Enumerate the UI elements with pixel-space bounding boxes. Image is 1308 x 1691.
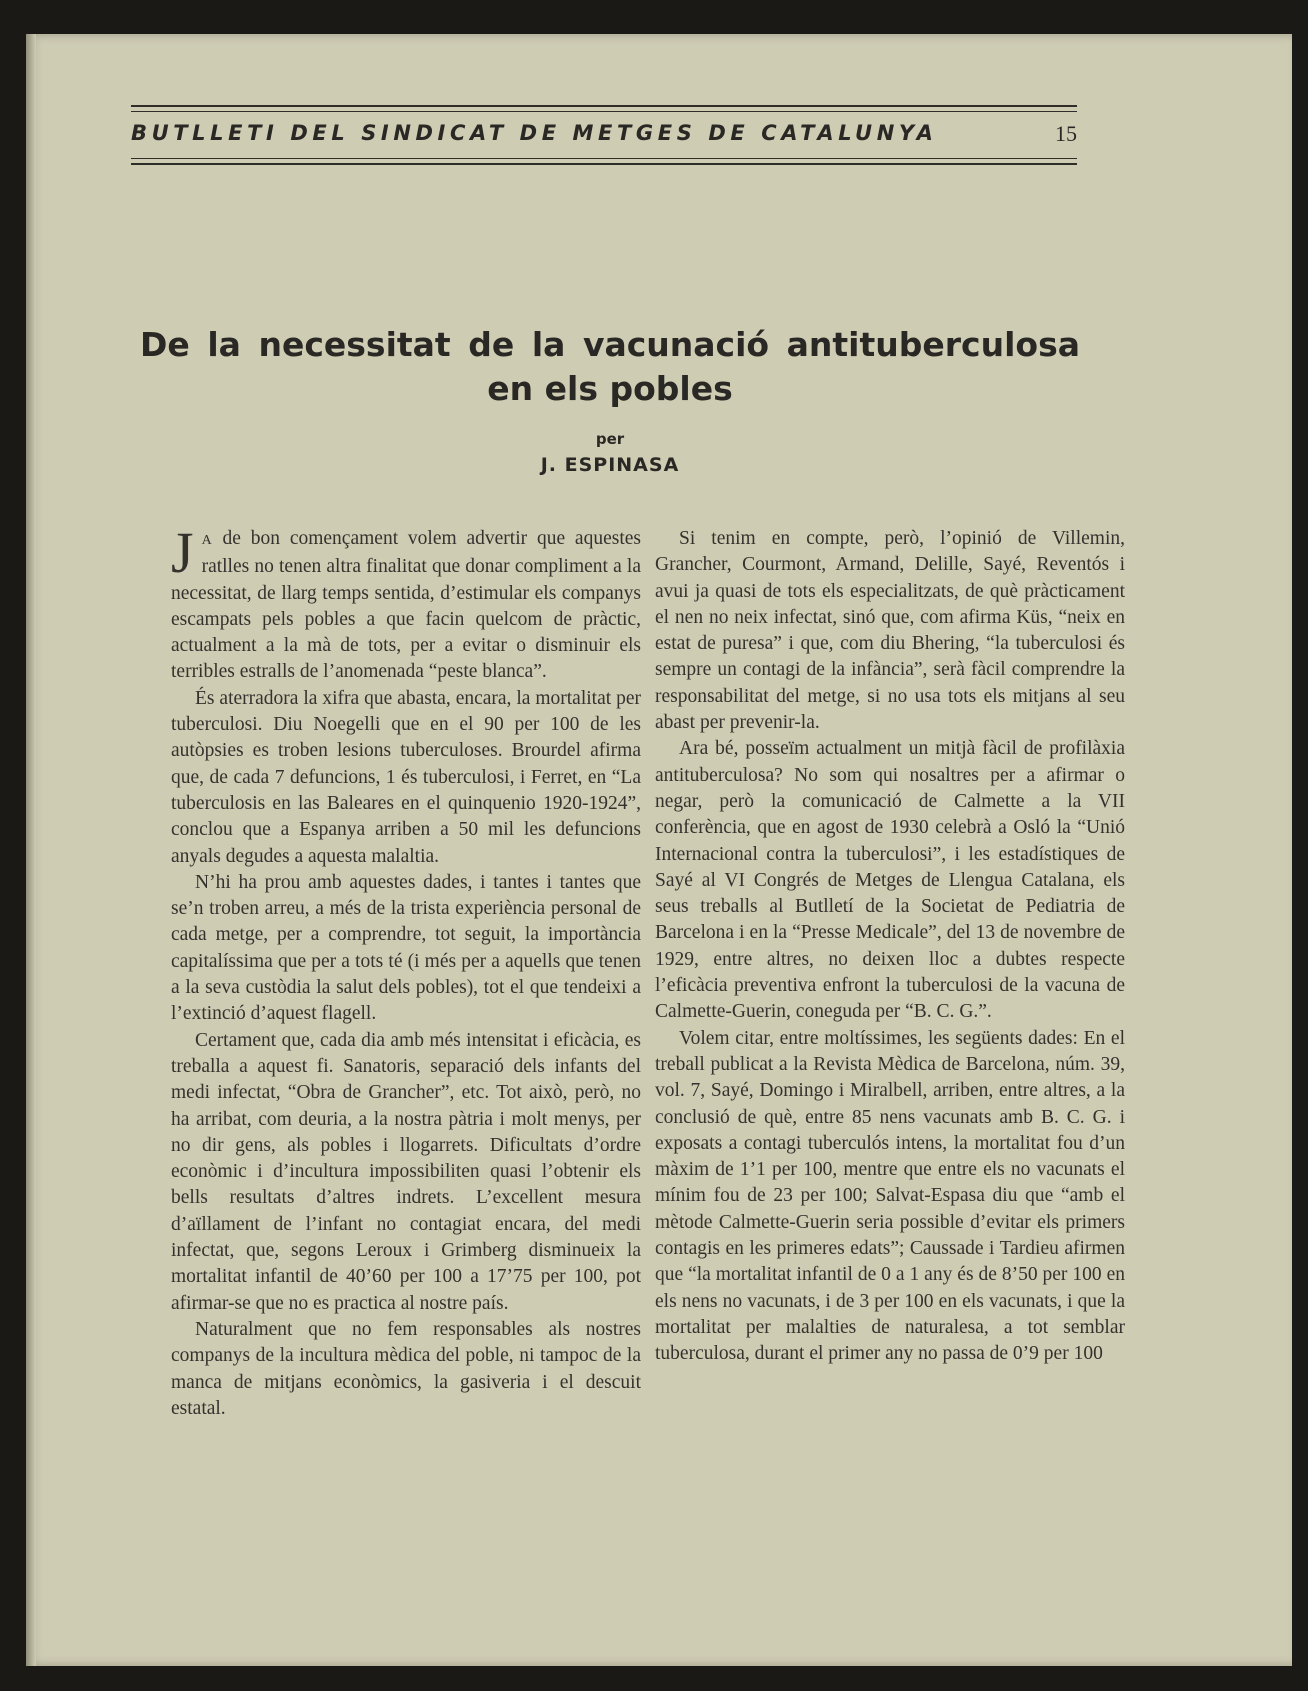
journal-title: BUTLLETI DEL SINDICAT DE METGES DE CATALUNYA [131,121,938,145]
paragraph: És aterradora la xifra que abasta, encara, la mortalitat per tuberculosi. Diu Noegelli que en el 90 per 100 de les autòpsies es troben lesions tuberculoses. Brourdel afirma que, de cada 7 defuncions, 1 és tuberculosi, i Ferret, en “La tuberculosis en las Baleares en el quinquenio 1920-1924”, conclou que a Espanya arriben a 50 mil les defuncions anyals degudes a aquesta malaltia. [171,687,641,867]
paragraph: Ara bé, posseïm actualment un mitjà fàcil de profilàxia antituberculosa? No som qui nosaltres per a afirmar o negar, però la comunicació de Calmette a la VII conferència, que en agost de 1930 celebrà a Osló la “Unió Internacional contra la tuberculosi”, i les estadístiques de Sayé al VI Congrés de Metges de Llengua Catalana, els seus treballs al Butlletí de la Societat de Pediatria de Barcelona i en la “Presse Medicale”, del 13 de novembre de 1929, entre altres, no deixen lloc a dubtes respecte l’eficàcia preventiva enfront la tuberculosi de la vacuna de Calmette-Guerin, coneguda per “B. C. G.”. [655,738,1125,1023]
paragraph [171,520,641,686]
header-rule-top-thin [131,111,1077,112]
page-number: 15 [1055,121,1077,146]
byline [140,430,1080,480]
header-rule-bottom [131,163,1077,165]
byline-per: per [595,430,625,448]
header-rule-bottom-thin [131,158,1077,159]
drop-cap: J [171,520,194,585]
title-line-1: De la necessitat de la vacunació antituberculosa [140,325,1080,364]
left-column [171,520,641,1422]
paragraph: N’hi ha prou amb aquestes dades, i tantes i tantes que se’n troben arreu, a més de la trista experiència personal de cada metge, per a comprendre, tot seguit, la importància capitalíssima que per a tots té (i més per a aquells que tenen a la seva custòdia la salut dels pobles), tot el que tendeixi a l’extinció d’aquest flagell. [171,871,641,1025]
title-line-2: en els pobles [487,369,733,408]
article-title [140,323,1080,411]
author-name: J. ESPINASA [540,454,680,476]
paragraph: Certament que, cada dia amb més intensitat i eficàcia, es treballa a aquest fi. Sanatoris, separació dels infants del medi infectat, “Obra de Grancher”, etc. Tot això, però, no ha arribat, com deuria, a la nostra pàtria i molt menys, per no dir gens, als pobles i llogarrets. Dificultats d’ordre econòmic i d’incultura impossibiliten quasi l’obtenir els bells resultats d’altres indrets. L’excellent mesura d’aïllament de l’infant no contagiat encara, del medi infectat, que, segons Leroux i Grimberg disminueix la mortalitat infantil de 40’60 per 100 a 17’75 per 100, pot afirmar-se que no es practica al nostre país. [171,1029,641,1314]
header-rule-top [131,105,1077,107]
small-cap: A [201,533,213,548]
paragraph: Naturalment que no fem responsables als nostres companys de la incultura mèdica del poble, ni tampoc de la manca de mitjans econòmics, la gasiveria i el descuit estatal. [171,1318,641,1419]
page-gutter-shadow [26,34,36,1666]
paragraph: Volem citar, entre moltíssimes, les següents dades: En el treball publicat a la Revista Mèdica de Barcelona, núm. 39, vol. 7, Sayé, Domingo i Miralbell, arriben, entre altres, a la conclusió de què, entre 85 nens vacunats amb B. C. G. i exposats a contagi tuberculós intens, la mortalitat fou d’un màxim de 1’1 per 100, mentre que entre els no vacunats el mínim fou de 23 per 100; Salvat-Espasa diu que “amb el mètode Calmette-Guerin seria possible d’evitar els primers contagis en les primeres edats”; Caussade i Tardieu afirmen que “la mortalitat infantil de 0 a 1 any és de 8’50 per 100 en els nens no vacunats, i de 3 per 100 en els vacunats, i que la mortalitat per malalties de naturalesa, a tot semblar tuberculosa, durant el primer any no passa de 0’9 per 100 [655,1027,1125,1365]
paragraph: Si tenim en compte, però, l’opinió de Villemin, Grancher, Courmont, Armand, Delille, Sayé, Reventós i avui ja quasi de tots els especialitzats, de què pràcticament el nen no neix infectat, sinó que, com afirma Küs, “neix en estat de puresa” i que, com diu Bhering, “la tuberculosi és sempre un contagi de la infància”, serà fàcil comprendre la responsabilitat del metge, si no usa tots els mitjans al seu abast per prevenir-la. [655,528,1125,734]
right-column [655,526,1125,1368]
running-header [131,105,1077,165]
paragraph-text: de bon començament volem advertir que aquestes ratlles no tenen altra finalitat que donar compliment a la necessitat, de llarg temps sentida, d’estimular els companys escampats pels pobles a que facin quelcom de pràctic, actualment a la mà de tots, per a evitar o disminuir els terribles estralls de l’anomenada “peste blanca”. [171,528,641,683]
